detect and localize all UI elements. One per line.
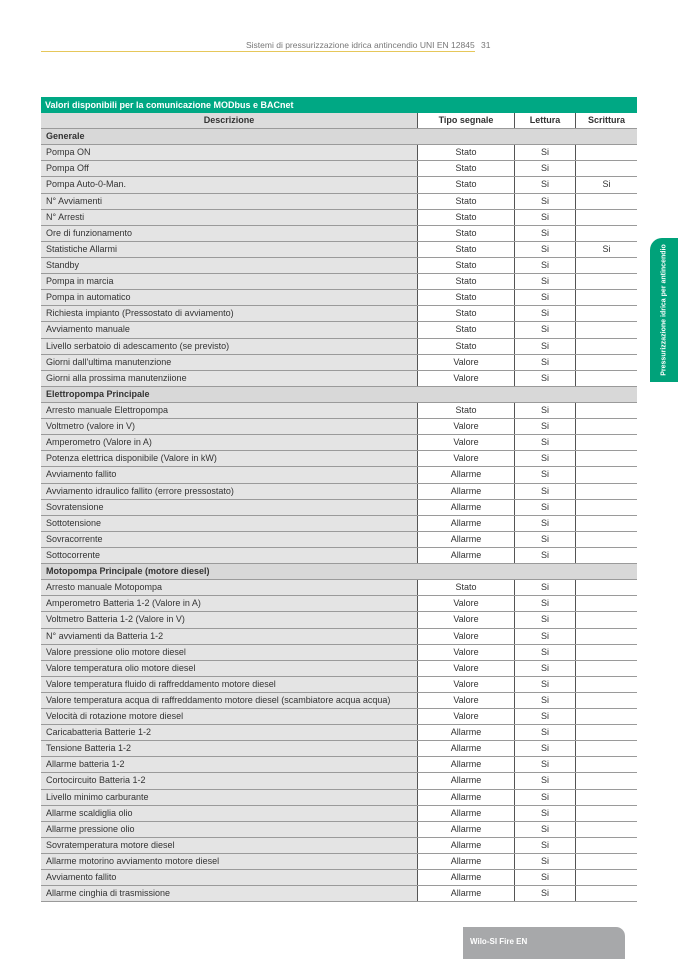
table-row xyxy=(41,757,637,773)
cell-descrizione: Livello minimo carburante xyxy=(41,790,418,805)
table-row xyxy=(41,500,637,516)
footer-product-label: Wilo-SI Fire EN xyxy=(470,937,528,946)
cell-lettura: Si xyxy=(515,194,576,209)
cell-scrittura xyxy=(576,725,637,740)
cell-lettura: Si xyxy=(515,484,576,499)
cell-scrittura xyxy=(576,258,637,273)
cell-tipo-segnale: Allarme xyxy=(418,838,515,853)
cell-lettura: Si xyxy=(515,339,576,354)
table-row xyxy=(41,516,637,532)
cell-lettura: Si xyxy=(515,661,576,676)
cell-tipo-segnale: Stato xyxy=(418,306,515,321)
cell-tipo-segnale: Allarme xyxy=(418,757,515,772)
cell-descrizione: Livello serbatoio di adescamento (se previsto) xyxy=(41,339,418,354)
cell-tipo-segnale: Valore xyxy=(418,661,515,676)
cell-lettura: Si xyxy=(515,725,576,740)
table-row xyxy=(41,661,637,677)
cell-descrizione: Statistiche Allarmi xyxy=(41,242,418,257)
column-header-scrittura: Scrittura xyxy=(576,113,637,128)
cell-tipo-segnale: Valore xyxy=(418,677,515,692)
cell-scrittura xyxy=(576,645,637,660)
modbus-bacnet-table xyxy=(41,97,637,902)
cell-tipo-segnale: Stato xyxy=(418,290,515,305)
cell-descrizione: Giorni alla prossima manutenziione xyxy=(41,371,418,386)
cell-scrittura xyxy=(576,580,637,595)
cell-lettura: Si xyxy=(515,854,576,869)
cell-scrittura xyxy=(576,306,637,321)
table-row xyxy=(41,548,637,564)
cell-scrittura xyxy=(576,548,637,563)
table-row xyxy=(41,177,637,193)
table-row xyxy=(41,596,637,612)
cell-scrittura: Si xyxy=(602,179,611,190)
cell-lettura: Si xyxy=(515,242,576,257)
cell-tipo-segnale: Stato xyxy=(418,210,515,225)
cell-tipo-segnale: Allarme xyxy=(418,822,515,837)
cell-descrizione: Avviamento fallito xyxy=(41,870,418,885)
cell-lettura: Si xyxy=(515,500,576,515)
cell-tipo-segnale: Allarme xyxy=(418,500,515,515)
cell-lettura: Si xyxy=(515,516,576,531)
cell-tipo-segnale: Stato xyxy=(418,403,515,418)
cell-lettura: Si xyxy=(515,290,576,305)
cell-descrizione: Valore temperatura fluido di raffreddamento motore diesel xyxy=(41,677,418,692)
cell-tipo-segnale: Stato xyxy=(418,242,515,257)
cell-tipo-segnale: Allarme xyxy=(418,806,515,821)
cell-scrittura xyxy=(576,145,637,160)
cell-lettura: Si xyxy=(515,403,576,418)
header-rule xyxy=(41,51,475,52)
table-row xyxy=(41,629,637,645)
cell-descrizione: Allarme cinghia di trasmissione xyxy=(41,886,418,901)
cell-scrittura xyxy=(576,886,637,901)
table-row xyxy=(41,210,637,226)
side-tab-label: Pressurizzazione idrica per antincendio xyxy=(660,244,668,376)
cell-scrittura xyxy=(576,194,637,209)
cell-descrizione: Sovratemperatura motore diesel xyxy=(41,838,418,853)
cell-tipo-segnale: Valore xyxy=(418,612,515,627)
cell-scrittura xyxy=(576,451,637,466)
cell-lettura: Si xyxy=(515,629,576,644)
cell-tipo-segnale: Stato xyxy=(418,194,515,209)
table-row xyxy=(41,242,637,258)
cell-tipo-segnale: Stato xyxy=(418,580,515,595)
cell-lettura: Si xyxy=(515,580,576,595)
cell-tipo-segnale: Stato xyxy=(418,177,515,192)
table-row xyxy=(41,194,637,210)
table-row xyxy=(41,451,637,467)
cell-tipo-segnale: Allarme xyxy=(418,870,515,885)
cell-descrizione: Sovracorrente xyxy=(41,532,418,547)
cell-descrizione: Ore di funzionamento xyxy=(41,226,418,241)
page-number: 31 xyxy=(481,40,491,50)
cell-scrittura xyxy=(576,693,637,708)
cell-tipo-segnale: Allarme xyxy=(418,854,515,869)
table-row xyxy=(41,886,637,902)
cell-descrizione: Amperometro Batteria 1-2 (Valore in A) xyxy=(41,596,418,611)
table-row xyxy=(41,693,637,709)
running-title: Sistemi di pressurizzazione idrica antincendio UNI EN 12845 xyxy=(246,40,475,50)
section-header-row: Generale xyxy=(41,129,637,145)
table-row xyxy=(41,290,637,306)
cell-descrizione: Avviamento manuale xyxy=(41,322,418,337)
cell-descrizione: N° Arresti xyxy=(41,210,418,225)
cell-tipo-segnale: Allarme xyxy=(418,532,515,547)
section-header-row: Motopompa Principale (motore diesel) xyxy=(41,564,637,580)
table-row xyxy=(41,822,637,838)
table-row xyxy=(41,790,637,806)
cell-lettura: Si xyxy=(515,435,576,450)
table-row xyxy=(41,322,637,338)
table-row xyxy=(41,355,637,371)
cell-scrittura xyxy=(576,806,637,821)
table-row xyxy=(41,145,637,161)
cell-lettura: Si xyxy=(515,258,576,273)
cell-tipo-segnale: Allarme xyxy=(418,741,515,756)
section-header-row: Elettropompa Principale xyxy=(41,387,637,403)
cell-lettura: Si xyxy=(515,145,576,160)
table-row xyxy=(41,435,637,451)
table-row xyxy=(41,725,637,741)
cell-descrizione: Richiesta impianto (Pressostato di avviamento) xyxy=(41,306,418,321)
cell-scrittura xyxy=(576,371,637,386)
cell-scrittura xyxy=(576,822,637,837)
cell-lettura: Si xyxy=(515,693,576,708)
cell-lettura: Si xyxy=(515,467,576,482)
cell-scrittura xyxy=(576,709,637,724)
cell-scrittura xyxy=(576,290,637,305)
cell-lettura: Si xyxy=(515,773,576,788)
table-row xyxy=(41,274,637,290)
cell-lettura: Si xyxy=(515,226,576,241)
cell-descrizione: Arresto manuale Elettropompa xyxy=(41,403,418,418)
cell-tipo-segnale: Stato xyxy=(418,258,515,273)
cell-lettura: Si xyxy=(515,709,576,724)
cell-scrittura: Si xyxy=(602,243,611,254)
table-row xyxy=(41,339,637,355)
cell-lettura: Si xyxy=(515,790,576,805)
table-row xyxy=(41,403,637,419)
cell-lettura: Si xyxy=(515,757,576,772)
cell-scrittura xyxy=(576,838,637,853)
table-row xyxy=(41,371,637,387)
cell-scrittura xyxy=(576,419,637,434)
table-row xyxy=(41,161,637,177)
cell-tipo-segnale: Allarme xyxy=(418,467,515,482)
cell-descrizione: Allarme scaldiglia olio xyxy=(41,806,418,821)
table-row xyxy=(41,838,637,854)
cell-tipo-segnale: Stato xyxy=(418,145,515,160)
cell-lettura: Si xyxy=(515,419,576,434)
table-row xyxy=(41,580,637,596)
table-row xyxy=(41,484,637,500)
table-row xyxy=(41,467,637,483)
cell-descrizione: Arresto manuale Motopompa xyxy=(41,580,418,595)
cell-scrittura xyxy=(576,484,637,499)
cell-descrizione: Voltmetro Batteria 1-2 (Valore in V) xyxy=(41,612,418,627)
cell-descrizione: Pompa in marcia xyxy=(41,274,418,289)
cell-descrizione: Allarme batteria 1-2 xyxy=(41,757,418,772)
cell-descrizione: N° Avviamenti xyxy=(41,194,418,209)
column-header-tipo-segnale: Tipo segnale xyxy=(418,113,515,128)
cell-lettura: Si xyxy=(515,645,576,660)
cell-scrittura xyxy=(576,435,637,450)
cell-scrittura xyxy=(576,339,637,354)
cell-descrizione: Caricabatteria Batterie 1-2 xyxy=(41,725,418,740)
cell-descrizione: Tensione Batteria 1-2 xyxy=(41,741,418,756)
cell-tipo-segnale: Allarme xyxy=(418,484,515,499)
cell-scrittura xyxy=(576,612,637,627)
cell-lettura: Si xyxy=(515,355,576,370)
cell-descrizione: Pompa in automatico xyxy=(41,290,418,305)
cell-scrittura xyxy=(576,210,637,225)
cell-tipo-segnale: Valore xyxy=(418,435,515,450)
cell-scrittura xyxy=(576,161,637,176)
cell-descrizione: N° avviamenti da Batteria 1-2 xyxy=(41,629,418,644)
cell-tipo-segnale: Valore xyxy=(418,355,515,370)
cell-scrittura xyxy=(576,532,637,547)
cell-scrittura xyxy=(576,790,637,805)
cell-descrizione: Pompa ON xyxy=(41,145,418,160)
cell-lettura: Si xyxy=(515,532,576,547)
cell-lettura: Si xyxy=(515,210,576,225)
cell-lettura: Si xyxy=(515,612,576,627)
cell-tipo-segnale: Valore xyxy=(418,451,515,466)
cell-descrizione: Sottotensione xyxy=(41,516,418,531)
table-row xyxy=(41,741,637,757)
cell-tipo-segnale: Valore xyxy=(418,596,515,611)
table-row xyxy=(41,709,637,725)
cell-descrizione: Pompa Auto-0-Man. xyxy=(41,177,418,192)
cell-scrittura xyxy=(576,757,637,772)
cell-lettura: Si xyxy=(515,596,576,611)
cell-descrizione: Amperometro (Valore in A) xyxy=(41,435,418,450)
cell-tipo-segnale: Valore xyxy=(418,693,515,708)
cell-tipo-segnale: Allarme xyxy=(418,886,515,901)
cell-tipo-segnale: Valore xyxy=(418,645,515,660)
table-row xyxy=(41,645,637,661)
cell-descrizione: Allarme motorino avviamento motore diesel xyxy=(41,854,418,869)
side-section-tab xyxy=(650,238,678,382)
cell-descrizione: Cortocircuito Batteria 1-2 xyxy=(41,773,418,788)
table-row xyxy=(41,677,637,693)
cell-lettura: Si xyxy=(515,322,576,337)
cell-scrittura xyxy=(576,629,637,644)
table-row xyxy=(41,870,637,886)
cell-tipo-segnale: Stato xyxy=(418,226,515,241)
cell-tipo-segnale: Stato xyxy=(418,274,515,289)
cell-scrittura xyxy=(576,274,637,289)
cell-lettura: Si xyxy=(515,741,576,756)
cell-descrizione: Potenza elettrica disponibile (Valore in kW) xyxy=(41,451,418,466)
cell-scrittura xyxy=(576,500,637,515)
cell-descrizione: Giorni dall'ultima manutenzione xyxy=(41,355,418,370)
cell-scrittura xyxy=(576,226,637,241)
cell-tipo-segnale: Valore xyxy=(418,629,515,644)
cell-tipo-segnale: Allarme xyxy=(418,790,515,805)
cell-lettura: Si xyxy=(515,371,576,386)
column-header-descrizione: Descrizione xyxy=(41,113,418,128)
cell-tipo-segnale: Allarme xyxy=(418,516,515,531)
cell-lettura: Si xyxy=(515,677,576,692)
cell-descrizione: Sovratensione xyxy=(41,500,418,515)
table-row xyxy=(41,226,637,242)
table-row xyxy=(41,806,637,822)
cell-lettura: Si xyxy=(515,161,576,176)
table-row xyxy=(41,612,637,628)
cell-scrittura xyxy=(576,854,637,869)
table-row xyxy=(41,773,637,789)
cell-lettura: Si xyxy=(515,306,576,321)
cell-scrittura xyxy=(576,467,637,482)
cell-descrizione: Velocità di rotazione motore diesel xyxy=(41,709,418,724)
cell-lettura: Si xyxy=(515,870,576,885)
table-row xyxy=(41,532,637,548)
cell-tipo-segnale: Allarme xyxy=(418,773,515,788)
cell-lettura: Si xyxy=(515,274,576,289)
table-row xyxy=(41,258,637,274)
cell-lettura: Si xyxy=(515,548,576,563)
cell-scrittura xyxy=(576,355,637,370)
column-header-lettura: Lettura xyxy=(515,113,576,128)
cell-lettura: Si xyxy=(515,838,576,853)
cell-tipo-segnale: Allarme xyxy=(418,548,515,563)
cell-descrizione: Pompa Off xyxy=(41,161,418,176)
cell-scrittura xyxy=(576,661,637,676)
cell-descrizione: Valore pressione olio motore diesel xyxy=(41,645,418,660)
cell-descrizione: Standby xyxy=(41,258,418,273)
cell-tipo-segnale: Allarme xyxy=(418,725,515,740)
cell-lettura: Si xyxy=(515,806,576,821)
cell-scrittura xyxy=(576,773,637,788)
cell-tipo-segnale: Valore xyxy=(418,709,515,724)
cell-scrittura xyxy=(576,403,637,418)
cell-descrizione: Allarme pressione olio xyxy=(41,822,418,837)
cell-descrizione: Avviamento idraulico fallito (errore pressostato) xyxy=(41,484,418,499)
table-title: Valori disponibili per la comunicazione MODbus e BACnet xyxy=(41,97,637,113)
cell-descrizione: Valore temperatura acqua di raffreddamento motore diesel (scambiatore acqua acqua) xyxy=(41,693,418,708)
cell-scrittura xyxy=(576,870,637,885)
cell-lettura: Si xyxy=(515,822,576,837)
cell-scrittura xyxy=(576,516,637,531)
cell-tipo-segnale: Stato xyxy=(418,339,515,354)
cell-tipo-segnale: Stato xyxy=(418,161,515,176)
table-body xyxy=(41,129,637,902)
cell-scrittura xyxy=(576,677,637,692)
table-row xyxy=(41,419,637,435)
cell-tipo-segnale: Stato xyxy=(418,322,515,337)
table-row xyxy=(41,306,637,322)
cell-scrittura xyxy=(576,596,637,611)
table-header-row xyxy=(41,113,637,129)
cell-scrittura xyxy=(576,741,637,756)
footer-product-tab xyxy=(463,927,625,959)
cell-scrittura xyxy=(576,322,637,337)
cell-descrizione: Voltmetro (valore in V) xyxy=(41,419,418,434)
cell-lettura: Si xyxy=(515,177,576,192)
cell-tipo-segnale: Valore xyxy=(418,371,515,386)
cell-descrizione: Valore temperatura olio motore diesel xyxy=(41,661,418,676)
cell-descrizione: Sottocorrente xyxy=(41,548,418,563)
cell-tipo-segnale: Valore xyxy=(418,419,515,434)
table-row xyxy=(41,854,637,870)
cell-lettura: Si xyxy=(515,451,576,466)
cell-lettura: Si xyxy=(515,886,576,901)
cell-descrizione: Avviamento fallito xyxy=(41,467,418,482)
